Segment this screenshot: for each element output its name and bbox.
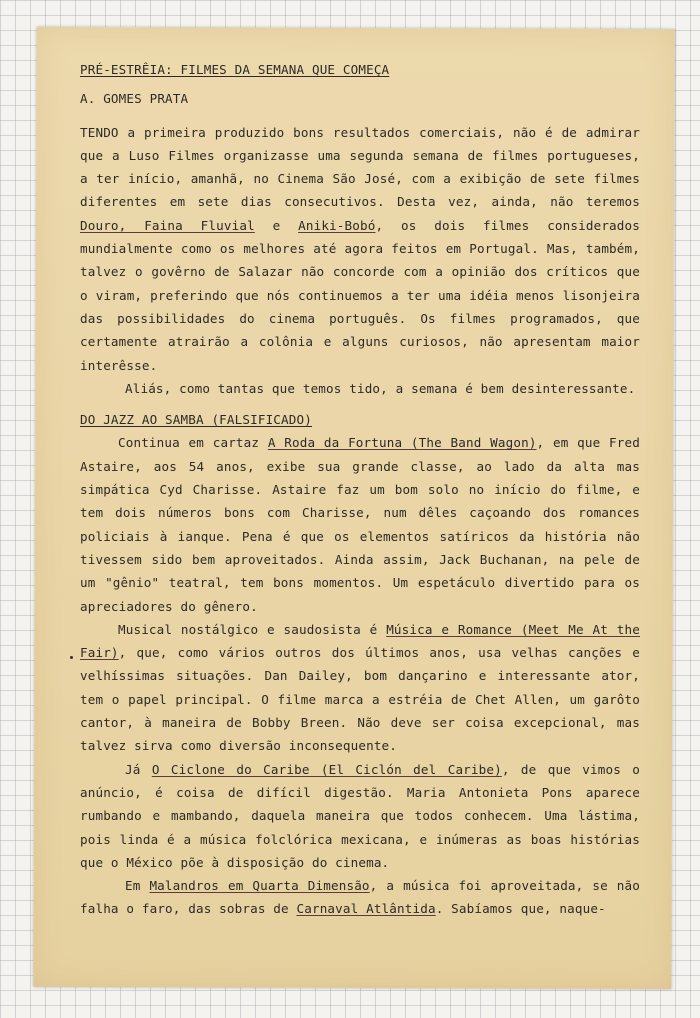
film-title: O Ciclone do Caribe (El Ciclón del Caribe) (151, 761, 502, 777)
film-title: Malandros em Quarta Dimensão (149, 878, 370, 894)
author-name: A. GOMES PRATA (80, 91, 189, 107)
paragraph-4: Musical nostálgico e saudosista é Música e Romance (Meet Me At the Fair), que, como vários outros dos últimos anos, usa velhas canções e velhíssimas situações. Dan Dailey, bom dançarino e interessante ator, tem o papel principal. O filme marca a estréia de Chet Allen, um garôto cantor, à maneira de Bobby Breen. Não deve ser coisa excepcional, mas talvez sirva como diversão inconsequente. (80, 621, 640, 754)
paragraph-6: Em Malandros em Quarta Dimensão, a música foi aproveitada, se não falha o faro, das sobras de Carnaval Atlântida. Sabíamos que, naque- (80, 878, 641, 917)
paragraph-3: Continua em cartaz A Roda da Fortuna (The Band Wagon), em que Fred Astaire, aos 54 anos, exibe sua grande classe, ao lado da alta mas simpática Cyd Charisse. Astaire faz um bom solo no início do filme, e tem dois números bons com Charisse, num dêles caçoando dos romances policiais à ianque. Pena é que os elementos satíricos da história não tivessem sido bem aproveitados. Ainda assim, Jack Buchanan, na pele de um "gênio" teatral, tem bons momentos. Um espetáculo divertido para os apreciadores do gênero. (80, 435, 640, 614)
section-heading: DO JAZZ AO SAMBA (FALSIFICADO) (80, 412, 312, 428)
film-title: Música e Romance (Meet Me At the Fair) (80, 621, 640, 661)
film-title: Aniki-Bobó (298, 217, 376, 233)
ink-speck (70, 656, 73, 659)
film-title: Douro, Faina Fluvial (80, 217, 255, 233)
paragraph-1: TENDO a primeira produzido bons resultados comerciais, não é de admirar que a Luso Filmes organizasse uma segunda semana de filmes portugueses, a ter início, amanhã, no Cinema São José, com a exibição de sete filmes diferentes em sete dias consecutivos. Desta vez, ainda, não teremos Douro, Faina Fluvial e Aniki-Bobó, os dois filmes considerados mundialmente como os melhores até agora feitos em Portugal. Mas, também, talvez o govêrno de Salazar não concorde com a opinião dos críticos que o viram, preferindo que nós continuemos a ter uma idéia menos lisonjeira das possibilidades do cinema português. Os filmes programados, que certamente atrairão a colônia e alguns curiosos, não apresentam maior interêsse. (80, 124, 640, 373)
article-heading: PRÉ-ESTRÊIA: FILMES DA SEMANA QUE COMEÇA (80, 62, 390, 77)
paragraph-5: Já O Ciclone do Caribe (El Ciclón del Caribe), de que vimos o anúncio, é coisa de difícil digestão. Maria Antonieta Pons aparece rumbando e mambando, daquela maneira que todos conhecem. Uma lástima, pois linda é a música folclórica mexicana, e inúmeras as boas histórias que o México põe à disposição do cinema. (80, 761, 640, 870)
film-title: A Roda da Fortuna (The Band Wagon) (267, 435, 537, 451)
paragraph-2: Aliás, como tantas que temos tido, a semana é bem desinteressante. (125, 380, 636, 396)
article-body (80, 58, 640, 921)
film-title: Carnaval Atlântida (296, 901, 436, 917)
